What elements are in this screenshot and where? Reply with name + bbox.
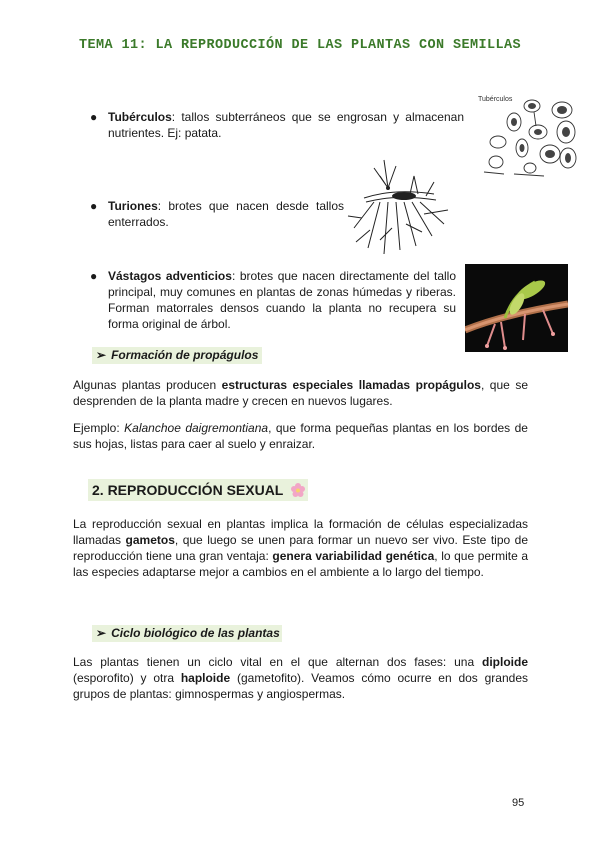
text: (gametofito). Veamos cómo ocurre en dos grandes grupos de plantas: gimnospermas y angiospermas. — [73, 671, 528, 701]
text: La reproducción sexual en plantas implica la formación de células especializadas llamadas — [73, 517, 528, 547]
bullet-dot: ● — [90, 269, 98, 283]
text-bold: gametos — [125, 533, 175, 547]
tuberculos-image-label: Tubérculos — [478, 96, 513, 103]
flower-icon — [291, 483, 305, 497]
section-heading-reproduccion-sexual — [88, 479, 308, 501]
text: , que luego se unen para formar un nuevo ser vivo. Este tipo de reproducción tiene una gran ventaja: — [73, 533, 528, 563]
bullet-term: Tubérculos — [108, 110, 172, 124]
bullet-term: Vástagos adventicios — [108, 269, 232, 283]
subsection-title: Formación de propágulos — [111, 348, 259, 362]
section-title: 2. REPRODUCCIÓN SEXUAL — [92, 482, 284, 498]
text: Ejemplo: — [73, 421, 125, 435]
text: , que forma pequeñas plantas en los bordes de sus hojas, listas para caer al suelo y enraizar. — [73, 421, 528, 451]
paragraph-reproduccion-sexual — [73, 516, 528, 580]
vastagos-photo — [465, 264, 568, 352]
bullet-text: : brotes que nacen directamente del tallo principal, muy comunes en plantas de zonas húmedas y riberas. Forman matorrales densos cuando la planta no recupera su forma original de árbol. — [108, 269, 456, 331]
tuberculos-illustration — [474, 92, 582, 188]
paragraph-ejemplo — [73, 420, 528, 452]
page-number: 95 — [512, 797, 525, 809]
text-bold: diploide — [482, 655, 528, 669]
page-title: TEMA 11: LA REPRODUCCIÓN DE LAS PLANTAS CON SEMILLAS — [78, 38, 522, 53]
paragraph-ciclo — [73, 654, 528, 702]
turiones-illustration — [344, 158, 454, 258]
text: , lo que permite a las especies adaptarse mejor a cambios en el ambiente a lo largo del tiempo. — [73, 549, 529, 579]
subsection-title: Ciclo biológico de las plantas — [111, 626, 280, 640]
subsection-heading-propagulos — [92, 347, 262, 364]
bullet-vastagos — [90, 268, 456, 332]
bullet-text: : tallos subterráneos que se engrosan y almacenan nutrientes. Ej: patata. — [108, 110, 464, 140]
arrow-icon: ➢ — [96, 626, 107, 640]
bullet-term: Turiones — [108, 199, 158, 213]
text-italic: Kalanchoe daigremontiana — [124, 421, 269, 435]
paragraph-propagulos — [73, 377, 528, 409]
text: Algunas plantas producen — [73, 378, 222, 392]
text: , que se desprenden de la planta madre y crecen en nuevos lugares. — [73, 378, 529, 408]
text-bold: estructuras especiales llamadas propágulos — [221, 378, 481, 392]
bullet-tuberculos — [90, 109, 464, 141]
bullet-dot: ● — [90, 199, 98, 213]
text: (esporofito) y otra — [73, 671, 181, 685]
bullet-turiones — [90, 198, 344, 230]
text-bold: genera variabilidad genética — [272, 549, 435, 563]
text: Las plantas tienen un ciclo vital en el que alternan dos fases: una — [73, 655, 482, 669]
arrow-icon: ➢ — [96, 348, 107, 362]
text-bold: haploide — [180, 671, 231, 685]
subsection-heading-ciclo — [92, 625, 282, 642]
bullet-dot: ● — [90, 110, 98, 124]
bullet-text: : brotes que nacen desde tallos enterrados. — [108, 199, 344, 229]
